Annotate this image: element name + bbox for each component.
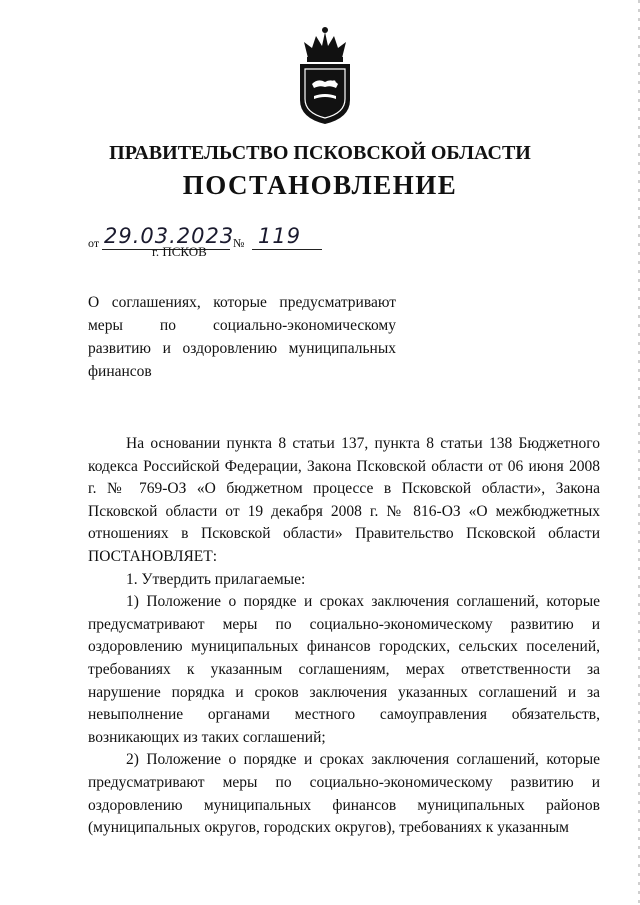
organization-name: ПРАВИТЕЛЬСТВО ПСКОВСКОЙ ОБЛАСТИ: [109, 142, 531, 164]
body-paragraph-subitem-2: 2) Положение о порядке и сроках заключения соглашений, которые предусматривают меры по социально-экономическому развитию и оздоровлению муниципальных финансов муниципальных районов (муниципальных округов, городских округов), требованиях к указанным: [88, 751, 600, 837]
body-paragraph-item-1: 1. Утвердить прилагаемые:: [126, 570, 306, 588]
handwritten-number: 119: [258, 224, 302, 248]
pskov-coat-of-arms-icon: [294, 24, 356, 126]
date-prefix: от: [88, 236, 100, 250]
body-paragraph-preamble: На основании пункта 8 статьи 137, пункта 8 статьи 138 Бюджетного кодекса Российской Федерации, Закона Псковской области от 06 июня 2008 г. № 769-ОЗ «О бюджетном процессе в Псковской области», Закона Псковской области от 19 декабря 2008 г. № 816-ОЗ «О межбюджетных отношениях в Псковской области» Правительство Псковской области ПОСТАНОВЛЯЕТ:: [88, 435, 600, 565]
body-paragraph-subitem-1: 1) Положение о порядке и сроках заключения соглашений, которые предусматривают меры по социально-экономическому развитию и оздоровлению муниципальных финансов городских, сельских поселений, требованиях к указанным соглашениям, мерах ответственности за нарушение порядка и сроков заключения указанных соглашений и за невыполнение органами местного самоуправления обязательств, возникающих из таких соглашений;: [88, 593, 600, 746]
city-name: г. ПСКОВ: [152, 244, 207, 259]
number-prefix: №: [233, 236, 245, 250]
document-type: ПОСТАНОВЛЕНИЕ: [182, 170, 458, 200]
handwritten-date: 29.03.2023: [104, 224, 235, 248]
document-subject: О соглашениях, которые предусматривают меры по социально-экономическому развитию и оздоровлению муниципальных финансов: [88, 294, 396, 380]
document-body: [88, 433, 600, 840]
number-underline: [252, 249, 322, 250]
